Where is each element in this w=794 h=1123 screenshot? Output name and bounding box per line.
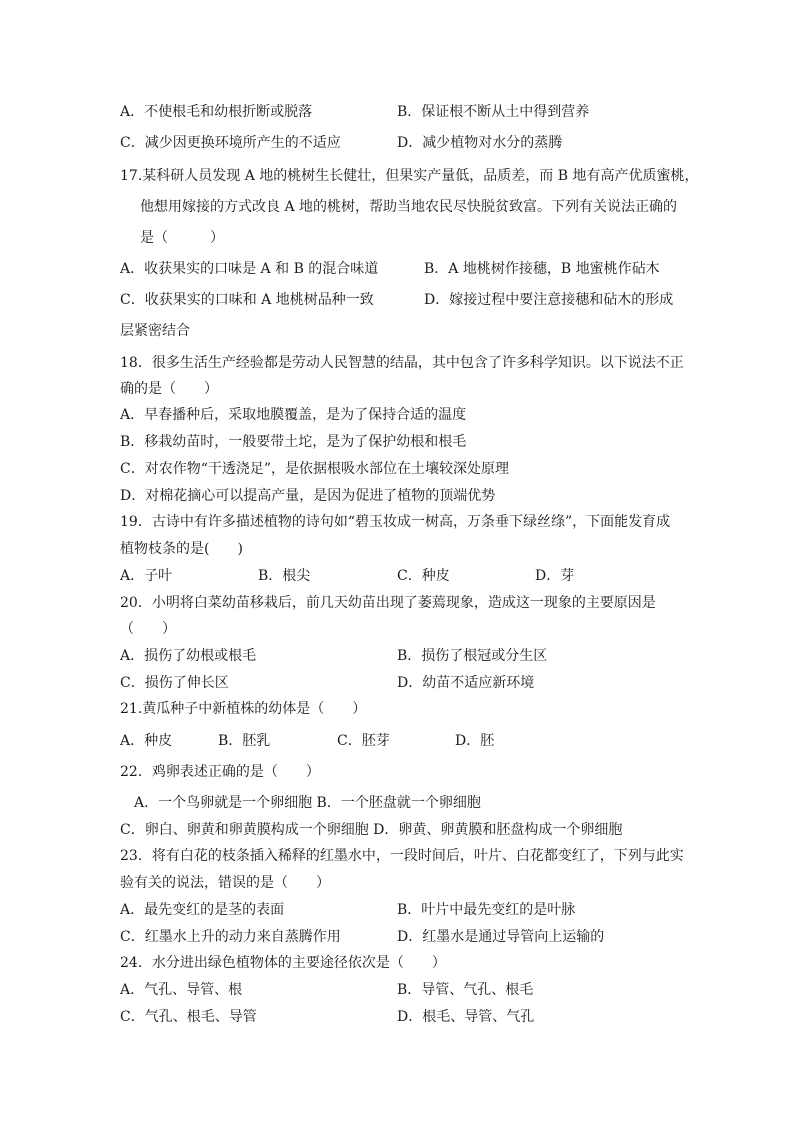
q19-option-d: D．芽 (535, 568, 575, 584)
q22-options-ab: A．一个鸟卵就是一个卵细胞 B．一个胚盘就一个卵细胞 (134, 795, 481, 811)
q21-option-d: D．胚 (455, 733, 495, 749)
q24-option-b: B．导管、气孔、根毛 (397, 982, 534, 998)
q23-stem-line1: 23．将有白花的枝条插入稀释的红墨水中，一段时间后，叶片、白花都变红了，下列与此实 (120, 848, 684, 864)
q17-option-c: C．收获果实的口味和 A 地桃树品种一致 (120, 292, 374, 308)
q24-option-a: A．气孔、导管、根 (120, 982, 243, 998)
q17-option-b: B．A 地桃树作接穗，B 地蜜桃作砧木 (424, 261, 660, 277)
q21-option-b: B．胚乳 (218, 733, 271, 749)
q21-option-c: C．胚芽 (337, 733, 390, 749)
q21-stem: 21.黄瓜种子中新植株的幼体是（ ） (120, 701, 367, 717)
q21-option-a: A．种皮 (120, 733, 173, 749)
q23-option-b: B．叶片中最先变红的是叶脉 (397, 902, 576, 918)
q16-option-c: C．减少因更换环境所产生的不适应 (120, 135, 341, 151)
q24-stem: 24．水分进出绿色植物体的主要途径依次是（ ） (120, 955, 446, 971)
q18-option-c: C．对农作物“干透浇足”，是依据根吸水部位在土壤较深处原理 (120, 461, 510, 477)
q23-option-d: D．红墨水是通过导管向上运输的 (397, 929, 605, 945)
q23-option-c: C．红墨水上升的动力来自蒸腾作用 (120, 929, 341, 945)
q18-stem-line2: 确的是（ ） (120, 381, 218, 397)
q20-stem-line1: 20．小明将白菜幼苗移栽后，前几天幼苗出现了萎蔫现象，造成这一现象的主要原因是 (120, 595, 656, 611)
q18-option-a: A．早春播种后，采取地膜覆盖，是为了保持合适的温度 (120, 407, 467, 423)
q19-stem-line2: 植物枝条的是( ) (120, 541, 243, 557)
q17-stem-line1: 17.某科研人员发现 A 地的桃树生长健壮，但果实产量低，品质差，而 B 地有高产优质蜜桃， (120, 168, 699, 184)
q17-option-a: A．收获果实的口味是 A 和 B 的混合味道 (120, 261, 379, 277)
q19-option-b: B．根尖 (258, 568, 311, 584)
q19-stem-line1: 19．古诗中有许多描述植物的诗句如“碧玉妆成一树高，万条垂下绿丝绦”，下面能发育成 (120, 514, 671, 530)
q23-option-a: A．最先变红的是茎的表面 (120, 902, 285, 918)
q22-stem: 22．鸡卵表述正确的是（ ） (120, 764, 320, 780)
q17-stem-line2: 他想用嫁接的方式改良 A 地的桃树，帮助当地农民尽快脱贫致富。下列有关说法正确的 (140, 199, 678, 215)
q19-option-a: A．子叶 (120, 568, 173, 584)
q20-stem-line2: （ ） (120, 621, 176, 637)
q17-stem-line3: 是（ ） (140, 230, 224, 246)
q20-option-a: A．损伤了幼根或根毛 (120, 648, 257, 664)
q18-option-b: B．移栽幼苗时，一般要带土坨，是为了保护幼根和根毛 (120, 434, 467, 450)
q23-stem-line2: 验有关的说法，错误的是（ ） (120, 875, 330, 891)
q19-option-c: C．种皮 (397, 568, 450, 584)
q20-option-d: D．幼苗不适应新环境 (397, 675, 535, 691)
q24-option-d: D．根毛、导管、气孔 (397, 1009, 535, 1025)
q20-option-c: C．损伤了伸长区 (120, 675, 229, 691)
q16-option-a: A．不使根毛和幼根折断或脱落 (120, 104, 313, 120)
q20-option-b: B．损伤了根冠或分生区 (397, 648, 548, 664)
q24-option-c: C．气孔、根毛、导管 (120, 1009, 257, 1025)
q17-option-d: D．嫁接过程中要注意接穗和砧木的形成 (424, 292, 674, 308)
q17-option-d-cont: 层紧密结合 (120, 323, 190, 339)
q22-options-cd: C．卵白、卵黄和卵黄膜构成一个卵细胞 D．卵黄、卵黄膜和胚盘构成一个卵细胞 (120, 822, 623, 838)
q16-option-b: B．保证根不断从土中得到营养 (397, 104, 590, 120)
q16-option-d: D．减少植物对水分的蒸腾 (397, 135, 563, 151)
q18-option-d: D．对棉花摘心可以提高产量，是因为促进了植物的顶端优势 (120, 488, 496, 504)
q18-stem-line1: 18．很多生活生产经验都是劳动人民智慧的结晶，其中包含了许多科学知识。以下说法不正 (120, 355, 684, 371)
